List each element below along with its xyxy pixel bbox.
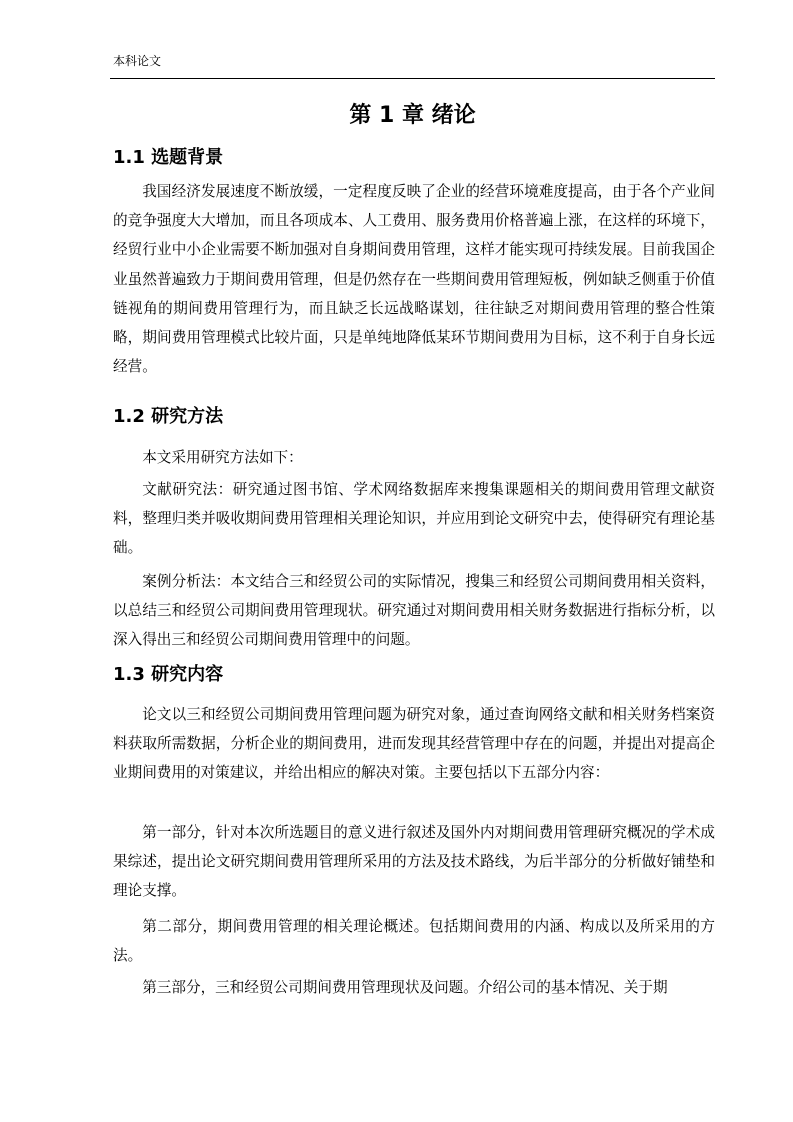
paragraph-content-overview: 论文以三和经贸公司期间费用管理问题为研究对象，通过查询网络文献和相关财务档案资料获取所需数据，分析企业的期间费用，进而发现其经营管理中存在的问题，并提出对提高企业期间费用的对策建议，并给出相应的解决对策。主要包括以下五部分内容：	[113, 706, 715, 782]
paragraph-part-three: 第三部分，三和经贸公司期间费用管理现状及问题。介绍公司的基本情况、关于期	[142, 979, 668, 996]
running-header: 本科论文	[113, 54, 162, 68]
paragraph-case-method: 案例分析法：本文结合三和经贸公司的实际情况，搜集三和经贸公司期间费用相关资料，以总结三和经贸公司期间费用管理现状。研究通过对期间费用相关财务数据进行指标分析，以深入得出三和经贸公司期间费用管理中的问题。	[113, 573, 715, 649]
section-heading-methods: 1.2 研究方法	[113, 406, 224, 427]
paragraph-methods-intro: 本文采用研究方法如下：	[142, 449, 303, 466]
paragraph-literature-method: 文献研究法：研究通过图书馆、学术网络数据库来搜集课题相关的期间费用管理文献资料，整理归类并吸收期间费用管理相关理论知识，并应用到论文研究中去，使得研究有理论基础。	[113, 481, 715, 557]
header-rule	[110, 78, 715, 79]
section-heading-background: 1.1 选题背景	[113, 147, 224, 168]
paragraph-background: 我国经济发展速度不断放缓，一定程度反映了企业的经营环境难度提高，由于各个产业间的竞争强度大大增加，而且各项成本、人工费用、服务费用价格普遍上涨，在这样的环境下，经贸行业中小企业需要不断加强对自身期间费用管理，这样才能实现可持续发展。目前我国企业虽然普遍致力于期间费用管理，但是仍然存在一些期间费用管理短板，例如缺乏侧重于价值链视角的期间费用管理行为，而且缺乏长远战略谋划，往往缺乏对期间费用管理的整合性策略，期间费用管理模式比较片面，只是单纯地降低某环节期间费用为目标，这不利于自身长远经营。	[113, 183, 715, 376]
section-heading-content: 1.3 研究内容	[113, 664, 224, 685]
paragraph-part-one: 第一部分，针对本次所选题目的意义进行叙述及国外内对期间费用管理研究概况的学术成果综述，提出论文研究期间费用管理所采用的方法及技术路线，为后半部分的分析做好铺垫和理论支撑。	[113, 824, 715, 900]
paragraph-part-two: 第二部分，期间费用管理的相关理论概述。包括期间费用的内涵、构成以及所采用的方法。	[113, 918, 715, 965]
chapter-title: 第 1 章 绪论	[349, 103, 476, 128]
